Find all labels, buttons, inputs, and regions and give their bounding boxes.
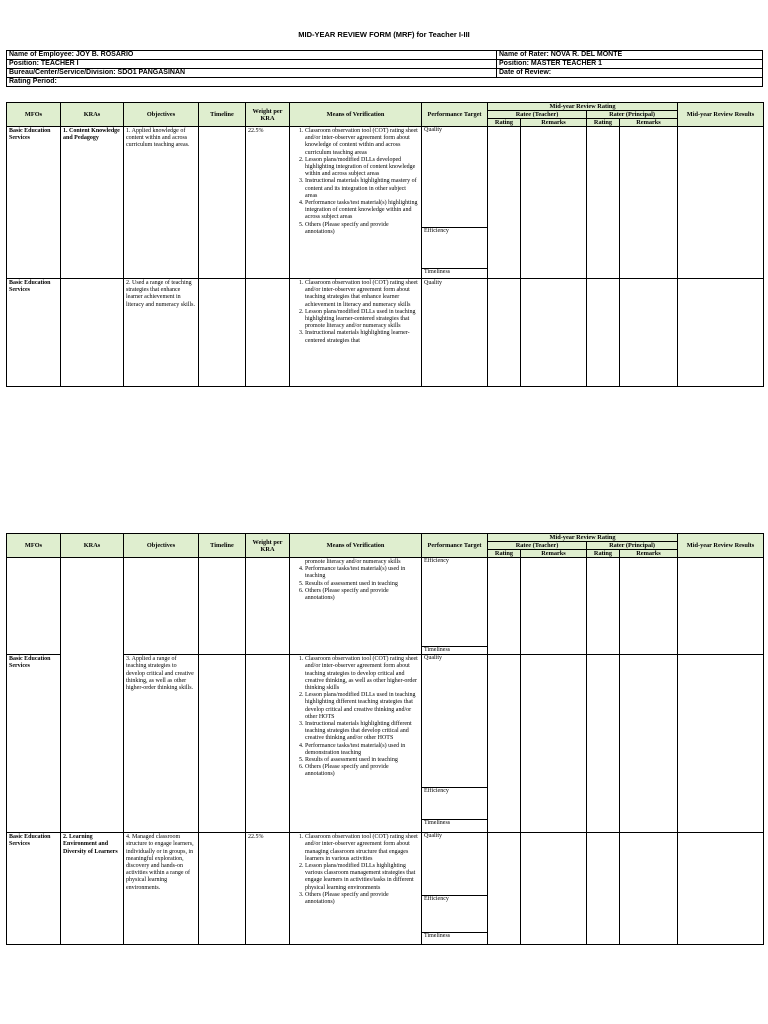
rater-rating-cell[interactable]: [587, 127, 620, 279]
table-row: [7, 279, 764, 387]
results-cell[interactable]: [678, 279, 764, 387]
ratee-rating-cell[interactable]: [488, 279, 521, 387]
timeline-cell: [199, 127, 246, 279]
ratee-rating-cell[interactable]: [488, 655, 521, 833]
table-row: [7, 833, 764, 945]
rater-remarks-cell[interactable]: [620, 558, 678, 655]
mov-item: 1. Classroom observation tool (COT) rating sheet and/or inter-observer agreement form about teaching strategies that enhance learner achievement in literacy and numeracy skills: [305, 280, 419, 309]
performance-target-cell: [422, 127, 488, 279]
objective-cell: 1. Applied knowledge of content within and across curriculum teaching areas.: [124, 127, 199, 279]
results-cell[interactable]: [678, 655, 764, 833]
rater-rating-cell[interactable]: [587, 558, 620, 655]
timeline-cell: [199, 833, 246, 945]
performance-target-cell: [422, 833, 488, 945]
mov-item: 1. Classroom observation tool (COT) rating sheet and/or inter-observer agreement form about teaching strategies to develop critical and creative thinking, as well as other higher-order thinking skills: [305, 656, 419, 692]
header-objectives: Objectives: [124, 534, 199, 558]
header-mfos: MFOs: [7, 534, 61, 558]
objective-cell: [124, 558, 199, 655]
target-timeliness: Timeliness: [424, 933, 451, 940]
header-rating: Rating: [488, 119, 521, 127]
header-midyear-rating: Mid-year Review Rating: [488, 103, 678, 111]
header-weight: Weight per KRA: [246, 103, 290, 127]
header-rating: Rating: [587, 550, 620, 558]
mov-item: 1. Classroom observation tool (COT) rating sheet and/or inter-observer agreement form about knowledge of content within and across curriculum teaching areas: [305, 128, 419, 157]
employee-position: Position: TEACHER I: [7, 60, 497, 69]
table-row: [7, 127, 764, 279]
header-performance-target: Performance Target: [422, 534, 488, 558]
target-timeliness: Timeliness: [424, 269, 451, 275]
mov-item: 2. Lesson plans/modified DLLs highlighting various classroom management strategies that engage learners in activities/tasks in different physical learning environments: [305, 863, 419, 892]
objective-cell: 3. Applied a range of teaching strategies to develop critical and creative thinking, as well as other higher-order thinking skills.: [124, 655, 199, 833]
ratee-remarks-cell[interactable]: [521, 655, 587, 833]
header-midyear-rating: Mid-year Review Rating: [488, 534, 678, 542]
target-timeliness: Timeliness: [424, 820, 451, 827]
header-rating: Rating: [488, 550, 521, 558]
form-title: MID-YEAR REVIEW FORM (MRF) for Teacher I-III: [298, 30, 470, 39]
mov-item: 3. Instructional materials highlighting different teaching strategies that develop critical and creative thinking and/or other HOTS: [305, 721, 419, 743]
header-kras: KRAs: [61, 103, 124, 127]
target-quality: Quality: [422, 279, 488, 387]
mov-item: 3. Instructional materials highlighting mastery of content and its integration in other subject areas: [305, 178, 419, 200]
timeline-cell: [199, 655, 246, 833]
ratee-remarks-cell[interactable]: [521, 833, 587, 945]
header-remarks: Remarks: [620, 119, 678, 127]
ratee-rating-cell[interactable]: [488, 127, 521, 279]
kra-cell: 1. Content Knowledge and Pedagogy: [61, 127, 124, 279]
target-quality: Quality: [422, 655, 487, 788]
mov-item: 1. Classroom observation tool (COT) rating sheet and/or inter-observer agreement form about managing classroom structure that engages learners in various activities: [305, 834, 419, 863]
target-quality: Quality: [422, 127, 487, 228]
header-mfos: MFOs: [7, 103, 61, 127]
header-rater: Rater (Principal): [587, 542, 678, 550]
kra-cell: 2. Learning Environment and Diversity of Learners: [61, 833, 124, 945]
rater-rating-cell[interactable]: [587, 655, 620, 833]
results-cell[interactable]: [678, 833, 764, 945]
mov-item: 2. Lesson plans/modified DLLs used in teaching highlighting different teaching strategies that develop critical and creative thinking and/or other HOTS: [305, 692, 419, 721]
header-midyear-results: Mid-year Review Results: [678, 103, 764, 127]
mfo-cell: Basic Education Services: [7, 279, 61, 387]
mov-item: 3. Instructional materials highlighting learner-centered strategies that: [305, 330, 419, 344]
results-cell[interactable]: [678, 127, 764, 279]
review-table-page1: [6, 102, 764, 387]
mov-item: 4. Performance tasks/test material(s) highlighting integration of content knowledge within and across subject areas: [305, 200, 419, 222]
header-remarks: Remarks: [521, 119, 587, 127]
target-efficiency: Efficiency: [422, 788, 487, 820]
mov-item: 6. Others (Please specify and provide annotations): [305, 588, 419, 602]
header-midyear-results: Mid-year Review Results: [678, 534, 764, 558]
mov-item: 5. Others (Please specify and provide annotations): [305, 222, 419, 236]
timeline-cell: [199, 558, 246, 655]
mov-cell: [290, 558, 422, 655]
weight-cell: [246, 279, 290, 387]
mov-item: 5. Results of assessment used in teaching: [305, 581, 419, 588]
results-cell[interactable]: [678, 558, 764, 655]
mov-item: 6. Others (Please specify and provide annotations): [305, 764, 419, 778]
header-timeline: Timeline: [199, 534, 246, 558]
ratee-remarks-cell[interactable]: [521, 127, 587, 279]
kra-cell: [61, 279, 124, 387]
weight-cell: 22.5%: [246, 833, 290, 945]
rater-rating-cell[interactable]: [587, 833, 620, 945]
mfo-cell: Basic Education Services: [7, 833, 61, 945]
rater-remarks-cell[interactable]: [620, 655, 678, 833]
mfo-cell: Basic Education Services: [7, 127, 61, 279]
employee-name: Name of Employee: JOY B. ROSARIO: [7, 51, 497, 60]
mov-cell: [290, 833, 422, 945]
ratee-remarks-cell[interactable]: [521, 558, 587, 655]
performance-target-cell: [422, 558, 488, 655]
mov-continued: promote literacy and/or numeracy skills: [305, 559, 401, 565]
review-table-page2: [6, 533, 764, 945]
ratee-rating-cell[interactable]: [488, 833, 521, 945]
mov-cell: [290, 279, 422, 387]
mov-cell: [290, 127, 422, 279]
rater-remarks-cell[interactable]: [620, 127, 678, 279]
mfo-cell: Basic Education Services: [7, 655, 61, 833]
target-efficiency: Efficiency: [422, 228, 487, 269]
mov-item: 4. Performance tasks/test material(s) used in teaching: [305, 566, 419, 580]
header-remarks: Remarks: [521, 550, 587, 558]
header-mov: Means of Verification: [290, 103, 422, 127]
employee-bureau: Bureau/Center/Service/Division: SDO1 PANGASINAN: [7, 69, 497, 78]
ratee-remarks-cell[interactable]: [521, 279, 587, 387]
header-ratee: Ratee (Teacher): [488, 111, 587, 119]
kra-cell: [61, 558, 124, 833]
rater-remarks-cell[interactable]: [620, 833, 678, 945]
header-performance-target: Performance Target: [422, 103, 488, 127]
rating-period: Rating Period:: [7, 78, 763, 87]
weight-cell: 22.5%: [246, 127, 290, 279]
rater-name: Name of Rater: NOVA R. DEL MONTE: [497, 51, 763, 60]
mov-item: 4. Performance tasks/test material(s) used in demonstration teaching: [305, 743, 419, 757]
header-rater: Rater (Principal): [587, 111, 678, 119]
performance-target-cell: [422, 655, 488, 833]
timeline-cell: [199, 279, 246, 387]
mov-item: 2. Lesson plans/modified DLLs used in teaching highlighting learner-centered strategies that promote literacy and/or numeracy skills: [305, 309, 419, 331]
header-ratee: Ratee (Teacher): [488, 542, 587, 550]
header-weight: Weight per KRA: [246, 534, 290, 558]
weight-cell: [246, 655, 290, 833]
header-rating: Rating: [587, 119, 620, 127]
header-objectives: Objectives: [124, 103, 199, 127]
header-kras: KRAs: [61, 534, 124, 558]
objective-cell: 2. Used a range of teaching strategies that enhance learner achievement in literacy and numeracy skills.: [124, 279, 199, 387]
mov-item: 5. Results of assessment used in teaching: [305, 757, 419, 764]
rater-rating-cell[interactable]: [587, 279, 620, 387]
mfo-cell: [7, 558, 61, 655]
objective-cell: 4. Managed classroom structure to engage learners, individually or in groups, in meaningful exploration, discovery and hands-on activities within a range of physical learning environments.: [124, 833, 199, 945]
employee-info-table: [6, 50, 763, 87]
header-timeline: Timeline: [199, 103, 246, 127]
mov-item: 2. Lesson plans/modified DLLs developed highlighting integration of content knowledge within and across subject areas: [305, 157, 419, 179]
target-quality: Quality: [422, 833, 487, 896]
header-remarks: Remarks: [620, 550, 678, 558]
header-mov: Means of Verification: [290, 534, 422, 558]
target-efficiency: Efficiency: [422, 896, 487, 933]
rater-remarks-cell[interactable]: [620, 279, 678, 387]
mov-item: 3. Others (Please specify and provide annotations): [305, 892, 419, 906]
date-of-review: Date of Review:: [497, 69, 763, 78]
target-efficiency: Efficiency: [422, 558, 487, 647]
target-timeliness: Timeliness: [424, 647, 451, 653]
mov-cell: [290, 655, 422, 833]
rater-position: Position: MASTER TEACHER 1: [497, 60, 763, 69]
ratee-rating-cell[interactable]: [488, 558, 521, 655]
table-row: [7, 558, 764, 655]
weight-cell: [246, 558, 290, 655]
